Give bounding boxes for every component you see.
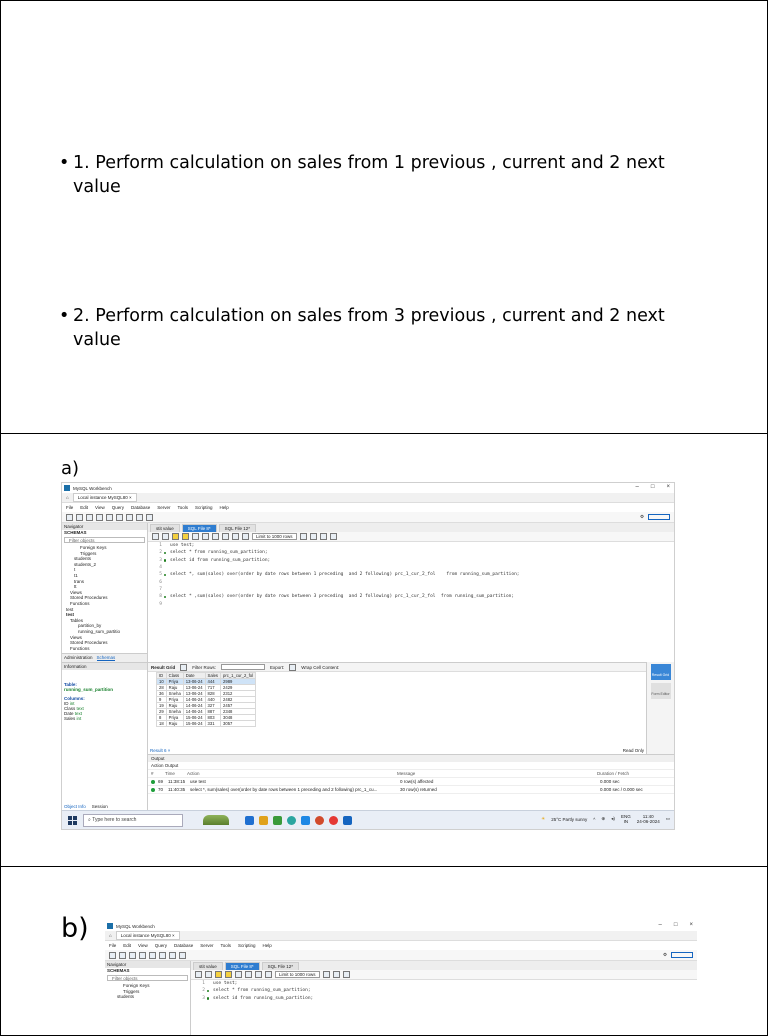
bullet-marker: • <box>59 306 70 326</box>
bullet-text: 1. Perform calculation on sales from 1 previous , current and 2 next value <box>73 153 665 197</box>
invisible-chars-icon[interactable] <box>320 533 327 540</box>
slide-1 <box>0 0 768 434</box>
bullet-2 <box>59 304 699 352</box>
layout-toggle-icon[interactable] <box>671 952 693 958</box>
tree-item[interactable]: test <box>66 612 75 618</box>
maximize-button[interactable]: □ <box>673 922 678 928</box>
title-bar <box>62 483 674 493</box>
column-header[interactable]: prc_1_cur_2_fol <box>221 673 256 679</box>
clock[interactable]: 11:40 24-06-2024 <box>636 814 660 824</box>
window-controls <box>636 484 670 490</box>
query-toolbar <box>191 970 697 980</box>
menu-edit[interactable]: Edit <box>123 943 132 948</box>
whatsapp-icon[interactable] <box>287 816 296 825</box>
menu-tools[interactable]: Tools <box>220 943 232 948</box>
grid-icon[interactable] <box>180 664 187 671</box>
task-view-icon[interactable] <box>245 816 254 825</box>
query-tab[interactable]: SQL File 12* <box>219 524 256 532</box>
output-row[interactable]: 69 11:38:15 use test 0 row(s) affected 0.000 sec <box>148 778 674 786</box>
schemas-label: SCHEMAS <box>107 968 130 973</box>
table-row[interactable]: 28 Raju 13-06-24 717 2429 <box>157 685 256 691</box>
result-grid <box>156 672 256 727</box>
chrome-icon[interactable] <box>315 816 324 825</box>
query-tab[interactable]: stit value <box>193 962 223 970</box>
object-info-tabs <box>64 804 108 809</box>
app-title: MySQL Workbench <box>116 923 155 929</box>
tree-item[interactable]: Stored Procedures <box>70 640 108 646</box>
output-row[interactable]: 70 11:40:35 select *, sum(sales) over(order by date rows between 1 preceding and 2 following) prc_1_cu... 30 row(s) returned 0.000 sec / 0.000 sec <box>148 786 674 794</box>
tree-item[interactable]: partition_by <box>78 623 102 629</box>
title-bar <box>105 921 697 931</box>
procedure-icon[interactable] <box>159 952 166 959</box>
reconnect-icon[interactable] <box>146 514 153 521</box>
view-icon[interactable] <box>106 514 113 521</box>
layout-toggle-icon[interactable] <box>648 514 670 520</box>
result-side-panel <box>646 662 674 754</box>
tray-arrow-icon[interactable]: ^ <box>593 816 596 822</box>
save-icon[interactable] <box>162 533 169 540</box>
tree-item[interactable]: running_sum_partitio <box>78 628 121 634</box>
tree-item[interactable]: tt <box>74 584 77 590</box>
filter-objects-input[interactable]: Filter objects <box>107 975 188 981</box>
rollback-icon[interactable] <box>232 533 239 540</box>
weather-icon[interactable]: ☀ <box>541 816 546 821</box>
new-sql-tab-icon[interactable] <box>109 952 116 959</box>
tree-item[interactable]: Views <box>70 589 82 595</box>
menu-database[interactable]: Database <box>130 505 151 510</box>
navigator-header: Navigator <box>105 961 190 968</box>
filter-rows-label: Filter Rows: <box>192 664 217 670</box>
table-row[interactable]: 29 Sneha 14-06-24 887 2348 <box>157 709 256 715</box>
menu-view[interactable]: View <box>138 943 148 948</box>
explain-icon[interactable] <box>192 533 199 540</box>
home-icon[interactable]: ⌂ <box>66 495 69 500</box>
window-controls <box>659 922 693 928</box>
tree-item[interactable]: Functions <box>70 645 90 651</box>
export-icon[interactable] <box>289 664 296 671</box>
sql-editor[interactable] <box>191 980 697 1036</box>
slide-2 <box>0 433 768 867</box>
form-editor-button[interactable]: Form Editor <box>651 683 671 699</box>
beautify-icon[interactable] <box>300 533 307 540</box>
tree-item[interactable]: Triggers <box>80 550 97 556</box>
table-row[interactable]: 9 Priya 14-06-24 440 2482 <box>157 697 256 703</box>
maximize-button[interactable]: □ <box>650 484 655 490</box>
mysql-workbench-icon[interactable] <box>343 816 352 825</box>
connection-tabbar <box>62 493 674 503</box>
execute-icon[interactable] <box>215 971 222 978</box>
column-row: Class text <box>64 706 84 712</box>
find-icon[interactable] <box>310 533 317 540</box>
navigator-tabs <box>62 653 147 663</box>
column-header[interactable]: ID <box>157 673 167 679</box>
slide-label: b) <box>61 913 89 944</box>
tree-item[interactable]: Functions <box>70 600 90 606</box>
column-row: Date text <box>64 711 83 717</box>
bullet-text: 2. Perform calculation on sales from 3 previous , current and 2 next value <box>73 306 665 350</box>
result-tab[interactable]: Result 6 × <box>150 748 171 753</box>
query-area <box>148 523 674 810</box>
result-grid-button[interactable]: Result Grid <box>651 664 671 680</box>
filter-rows-input[interactable] <box>221 664 265 670</box>
search-icon: ⌕ <box>88 817 93 823</box>
limit-rows-select[interactable]: Limit to 1000 rows <box>275 971 320 978</box>
query-tabs <box>191 961 697 970</box>
menu-scripting[interactable]: Scripting <box>195 505 213 510</box>
table-row[interactable]: 19 Raju 14-06-24 327 2457 <box>157 703 256 709</box>
taskbar-apps <box>245 816 352 825</box>
table-row[interactable]: 8 Priya 15-06-24 803 3048 <box>157 715 256 721</box>
windows-start-icon[interactable] <box>68 816 77 825</box>
tab-administration[interactable]: Administration <box>64 655 93 661</box>
editor-line: 1 use test; <box>202 981 238 987</box>
schema-tree <box>105 983 190 1000</box>
execute-icon[interactable] <box>172 533 179 540</box>
tree-item[interactable]: Stored Procedures <box>70 595 108 601</box>
table-icon[interactable] <box>96 514 103 521</box>
notification-icon[interactable]: ▭ <box>665 816 670 821</box>
view-icon[interactable] <box>149 952 156 959</box>
editor-line: 1 use test; <box>159 543 195 549</box>
menu-server[interactable]: Server <box>157 505 171 510</box>
menu-database[interactable]: Database <box>173 943 194 948</box>
bullet-1 <box>59 151 699 199</box>
menu-bar <box>105 941 697 950</box>
open-file-icon[interactable] <box>195 971 202 978</box>
slide-label: a) <box>61 458 80 479</box>
column-header[interactable]: Class <box>166 673 183 679</box>
open-sql-icon[interactable] <box>76 514 83 521</box>
menu-help[interactable]: Help <box>262 943 272 948</box>
table-label: Table: <box>64 682 77 688</box>
open-sql-icon[interactable] <box>119 952 126 959</box>
tree-item[interactable]: test <box>66 606 74 612</box>
editor-line: 4 <box>159 565 162 571</box>
settings-icon[interactable]: ⚙ <box>639 514 644 519</box>
query-tab[interactable]: stit value <box>150 524 180 532</box>
app-title: MySQL Workbench <box>73 485 112 491</box>
rollback-icon[interactable] <box>265 971 272 978</box>
output-panel <box>148 754 674 810</box>
minimize-button[interactable]: – <box>658 922 662 928</box>
editor-line: 8 select * ,sum(sales) over(order by date rows between 3 preceding and 2 following) prc_1_cur_2_fol from running_sum_partition; <box>148 593 674 600</box>
tree-item[interactable]: students_2 <box>74 561 97 567</box>
menu-file[interactable]: File <box>66 505 74 510</box>
close-icon[interactable]: × <box>129 495 132 500</box>
tab-schemas[interactable]: Schemas <box>96 655 116 661</box>
tree-item[interactable]: Views <box>70 634 82 640</box>
editor-line: 3 select id from running_sum_partition; <box>191 995 697 1002</box>
taskbar-search[interactable]: ⌕ Type here to search <box>83 814 183 827</box>
tree-item[interactable]: t <box>74 567 76 573</box>
menu-scripting[interactable]: Scripting <box>238 943 256 948</box>
editor-line: 3 select id from running_sum_partition; <box>148 557 674 564</box>
table-row[interactable]: 10 Priya 13-06-24 444 2989 <box>157 679 256 685</box>
weather-text[interactable]: 25°C Partly sunny <box>551 816 588 822</box>
home-icon[interactable]: ⌂ <box>109 933 112 938</box>
connection-tab[interactable]: Local instance MySQL80 × <box>116 931 180 940</box>
wrap-icon[interactable] <box>330 533 337 540</box>
column-row: Sales int <box>64 716 82 722</box>
settings-icon[interactable]: ⚙ <box>662 952 667 957</box>
read-only-label: Read Only <box>622 748 644 753</box>
search-icon[interactable] <box>136 514 143 521</box>
output-header: Output <box>148 755 674 762</box>
function-icon[interactable] <box>126 514 133 521</box>
explain-icon[interactable] <box>235 971 242 978</box>
result-panel <box>148 662 646 754</box>
close-button[interactable]: × <box>666 484 670 490</box>
column-row: ID int <box>64 701 75 707</box>
volume-icon[interactable]: ◂) <box>611 816 615 821</box>
sql-editor[interactable] <box>148 542 674 662</box>
bullet-marker: • <box>59 153 70 173</box>
table-row[interactable]: 36 Sneha 13-06-24 828 2312 <box>157 691 256 697</box>
menu-query[interactable]: Query <box>111 505 124 510</box>
workbench-app-icon <box>64 485 70 491</box>
workbench-screenshot-b <box>105 921 697 1036</box>
query-tabs <box>148 523 674 532</box>
navigator-header: Navigator <box>62 523 147 530</box>
tree-item[interactable]: t1 <box>74 572 78 578</box>
execute-current-icon[interactable] <box>225 971 232 978</box>
menu-view[interactable]: View <box>95 505 105 510</box>
vpn-icon[interactable] <box>301 816 310 825</box>
find-icon[interactable] <box>333 971 340 978</box>
minimize-button[interactable]: – <box>635 484 639 490</box>
connection-tabbar <box>105 931 697 941</box>
windows-taskbar <box>62 810 674 829</box>
table-icon[interactable] <box>139 952 146 959</box>
new-sql-tab-icon[interactable] <box>66 514 73 521</box>
tree-item[interactable]: Tables <box>70 617 84 623</box>
commit-icon[interactable] <box>222 533 229 540</box>
menu-bar <box>62 503 674 512</box>
close-button[interactable]: × <box>689 922 693 928</box>
navigator-panel <box>62 523 148 810</box>
editor-line: 7 <box>159 586 162 592</box>
connection-tab[interactable]: Local instance MySQL80 × <box>73 493 137 502</box>
table-row[interactable]: 18 Raju 15-06-24 331 3057 <box>157 721 256 727</box>
menu-edit[interactable]: Edit <box>80 505 89 510</box>
tab-session[interactable]: Session <box>91 804 108 809</box>
tree-item[interactable]: students <box>74 556 92 562</box>
wrap-cell-label[interactable]: Wrap Cell Content: <box>301 664 340 670</box>
store-icon[interactable] <box>273 816 282 825</box>
file-explorer-icon[interactable] <box>259 816 268 825</box>
tab-object-info[interactable]: Object Info <box>64 804 86 809</box>
query-toolbar <box>148 532 674 542</box>
information-header: Information <box>62 663 147 670</box>
workbench-screenshot <box>61 482 675 830</box>
schemas-label: SCHEMAS <box>64 530 87 535</box>
tree-item[interactable]: Foreign Keys <box>123 983 150 988</box>
editor-line: 6 <box>159 579 162 585</box>
tree-item[interactable]: trans <box>74 578 85 584</box>
action-output-select[interactable]: Action Output <box>148 762 674 770</box>
export-label[interactable]: Export: <box>270 664 285 670</box>
wrap-icon[interactable] <box>343 971 350 978</box>
close-icon[interactable]: × <box>172 933 175 938</box>
menu-server[interactable]: Server <box>200 943 214 948</box>
schema-icon[interactable] <box>86 514 93 521</box>
schema-tree <box>62 545 147 651</box>
limit-rows-select[interactable]: Limit to 1000 rows <box>252 533 297 540</box>
main-toolbar <box>62 512 674 523</box>
navigator-panel <box>105 961 191 1036</box>
save-icon[interactable] <box>205 971 212 978</box>
query-tab-active[interactable]: SQL File 8* <box>182 524 217 532</box>
tree-item[interactable]: Foreign Keys <box>80 545 107 550</box>
menu-help[interactable]: Help <box>219 505 229 510</box>
column-header[interactable]: Date <box>183 673 205 679</box>
query-tab-active[interactable]: SQL File 8* <box>225 962 260 970</box>
landscape-icon <box>203 815 229 825</box>
beautify-icon[interactable] <box>323 971 330 978</box>
output-column-headers: # Time Action Message Duration / Fetch <box>148 770 674 778</box>
toggle-icon[interactable] <box>212 533 219 540</box>
result-grid-label: Result Grid <box>151 664 176 670</box>
query-area <box>191 961 697 1036</box>
editor-line: 2 select * from running_sum_partition; <box>148 549 674 556</box>
menu-file[interactable]: File <box>109 943 117 948</box>
workbench-app-icon <box>107 923 113 929</box>
function-icon[interactable] <box>169 952 176 959</box>
tree-item[interactable]: students <box>117 994 135 1000</box>
stop-icon[interactable] <box>202 533 209 540</box>
browser-icon[interactable] <box>329 816 338 825</box>
stop-icon[interactable] <box>245 971 252 978</box>
query-tab[interactable]: SQL File 12* <box>262 962 299 970</box>
execute-current-icon[interactable] <box>182 533 189 540</box>
menu-tools[interactable]: Tools <box>177 505 189 510</box>
network-icon[interactable]: ⊕ <box>601 816 606 821</box>
editor-line: 2 select * from running_sum_partition; <box>191 987 697 994</box>
menu-query[interactable]: Query <box>154 943 167 948</box>
columns-label: Columns: <box>64 696 85 702</box>
main-toolbar <box>105 950 697 961</box>
language-indicator[interactable]: ENG IN <box>620 814 631 824</box>
editor-line: 5 select *, sum(sales) over(order by date rows between 1 preceding and 2 following) prc_1_cur_2_fol from running_sum_partition; <box>148 571 674 578</box>
result-toolbar <box>148 663 646 672</box>
information-panel <box>62 670 147 723</box>
open-file-icon[interactable] <box>152 533 159 540</box>
filter-objects-input[interactable]: Filter objects <box>64 537 145 543</box>
commit-icon[interactable] <box>255 971 262 978</box>
autocommit-icon[interactable] <box>242 533 249 540</box>
tree-item[interactable]: Triggers <box>123 988 140 994</box>
schema-icon[interactable] <box>129 952 136 959</box>
procedure-icon[interactable] <box>116 514 123 521</box>
search-icon[interactable] <box>179 952 186 959</box>
column-header[interactable]: Sales <box>205 673 220 679</box>
slide-3 <box>0 866 768 1036</box>
editor-line: 9 <box>159 601 162 607</box>
system-tray <box>541 814 670 824</box>
table-name: running_sum_partition <box>64 687 114 693</box>
